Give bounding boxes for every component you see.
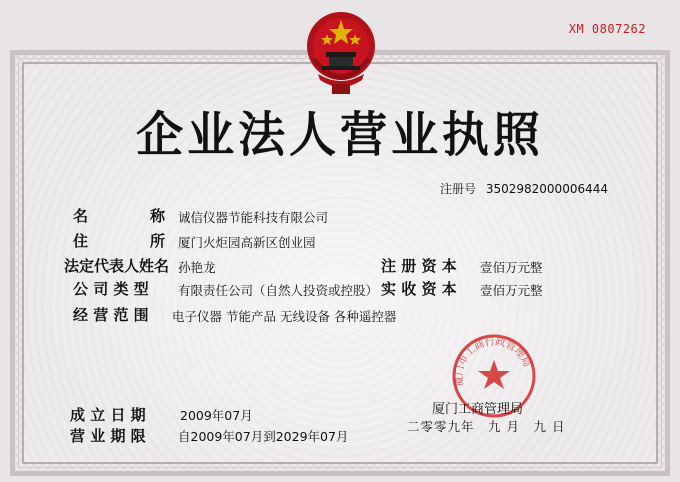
name-label-2: 称 [150, 207, 166, 225]
registered-capital-label: 注 册 资 本 [381, 257, 457, 275]
company-type-value: 有限责任公司（自然人投资或控股） [178, 283, 379, 298]
seal-text: 厦门市工商行政管理局 [453, 336, 533, 387]
issue-date: 二零零九年 九 月 九 日 [407, 419, 566, 434]
address-label-2: 所 [150, 232, 166, 250]
business-scope-label: 经 营 范 围 [73, 306, 149, 324]
address-value: 厦门火炬园高新区创业园 [178, 235, 316, 250]
registered-capital-value: 壹佰万元整 [480, 260, 543, 275]
paid-capital-value: 壹佰万元整 [480, 283, 543, 298]
serial-number: XM 0807262 [568, 22, 646, 36]
established-value: 2009年07月 [180, 408, 253, 423]
business-term-label: 营 业 期 限 [70, 427, 146, 445]
business-term-value: 自2009年07月到2029年07月 [178, 429, 349, 444]
business-scope-value: 电子仪器 节能产品 无线设备 各种遥控器 [172, 309, 397, 324]
established-label: 成 立 日 期 [70, 406, 146, 424]
national-emblem-icon [302, 8, 380, 98]
registration-value: 3502982000006444 [485, 182, 608, 196]
name-value: 诚信仪器节能科技有限公司 [178, 210, 329, 225]
registration-number [440, 180, 608, 197]
registration-label: 注册号 [440, 182, 477, 196]
address-label: 住 [73, 232, 89, 250]
paid-capital-label: 实 收 资 本 [381, 280, 457, 298]
name-label: 名 [73, 207, 89, 225]
company-type-label: 公 司 类 型 [73, 280, 149, 298]
issuing-authority: 厦门工商管理局 [432, 402, 524, 417]
legal-rep-label: 法定代表人姓名 [64, 257, 170, 275]
license-title: 企业法人营业执照 [136, 107, 544, 163]
legal-rep-value: 孙艳龙 [178, 260, 216, 275]
